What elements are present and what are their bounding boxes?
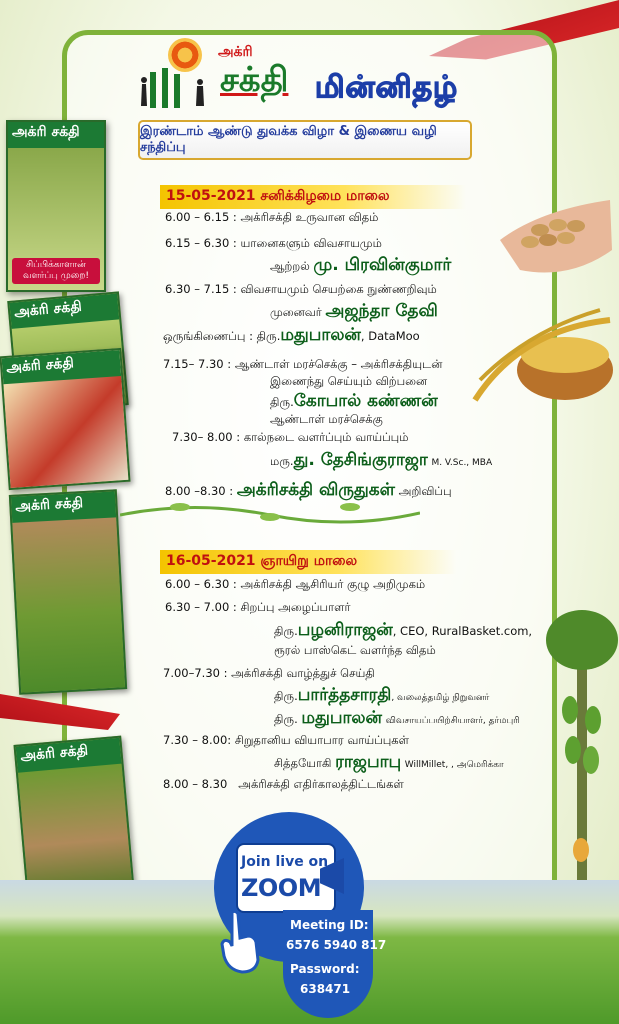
papaya-tree-image	[545, 600, 619, 900]
magazine-brand: அக்ரி சக்தி	[9, 294, 119, 333]
logo-big-text: சக்தி	[220, 60, 289, 100]
schedule-row: 8.00 – 8.30 அக்ரிசக்தி எதிர்காலத்திட்டங்கள்	[163, 777, 404, 791]
farmers-icon	[140, 68, 220, 110]
coordinator-line: ஒருங்கிணைப்பு : திரு.மதுபாலன், DataMoo	[163, 325, 420, 345]
meeting-id-label: Meeting ID:	[290, 918, 369, 932]
zoom-join-text: Join live on	[241, 854, 329, 870]
password-label: Password:	[290, 962, 360, 976]
sun-emblem-icon	[168, 38, 202, 72]
speaker-line: மரு.து. தேசிங்குராஜா M. V.Sc., MBA	[270, 450, 493, 470]
subtitle-band	[138, 120, 472, 160]
page-title: மின்னிதழ்	[315, 70, 459, 105]
speaker-line: சித்தயோகி ராஜபாபு WillMillet, , அமெரிக்கா	[274, 752, 504, 772]
schedule-row: 7.00–7.30 : அக்ரிசக்தி வாழ்த்துச் செய்தி	[163, 666, 375, 680]
schedule-row: 6.00 – 6.15 : அக்ரிசக்தி உருவான விதம்	[165, 210, 379, 224]
speaker-line: ஆற்றல் மு. பிரவின்குமார்	[270, 255, 452, 275]
schedule-row: 7.30– 8.00 : கால்நடை வளர்ப்பும் வாய்ப்பும்	[172, 430, 409, 444]
speaker-affiliation: ரூரல் பாஸ்கெட் வளர்ந்த விதம்	[274, 643, 436, 657]
magazine-brand: அக்ரி சக்தி	[16, 738, 122, 777]
page-subtitle: இரண்டாம் ஆண்டு துவக்க விழா & இணைய வழி சந்திப்பு	[140, 124, 437, 155]
date-band-day2	[160, 550, 456, 574]
schedule-row: 6.00 – 6.30 : அக்ரிசக்தி ஆசிரியர் குழு அறிமுகம்	[165, 577, 426, 591]
date-day2: 16-05-2021 ஞாயிறு மாலை	[166, 553, 358, 569]
speaker-affiliation: ஆண்டாள் மரச்செக்கு	[270, 412, 383, 426]
magazine-cover-1	[6, 120, 106, 292]
magazine-cover-5	[13, 736, 134, 899]
date-day1: 15-05-2021 சனிக்கிழமை மாலை	[166, 188, 390, 204]
peanuts-in-hands-image	[500, 170, 612, 280]
pointing-hand-icon	[218, 910, 260, 974]
magazine-brand: அக்ரி சக்தி	[11, 491, 116, 526]
speaker-line: திரு.கோபால் கண்ணன்	[270, 391, 438, 411]
rice-basket-image	[470, 300, 615, 410]
meeting-id-value: 6576 5940 817	[286, 938, 387, 952]
magazine-brand: அக்ரி சக்தி	[2, 350, 122, 388]
schedule-row: 6.15 – 6.30 : யானைகளும் விவசாயமும்	[165, 236, 382, 250]
magazine-cover-4	[9, 489, 127, 694]
logo-small-text: அக்ரி	[218, 44, 253, 60]
zoom-word: ZOOM	[241, 874, 322, 902]
schedule-row: 7.15– 7.30 : ஆண்டாள் மரச்செக்கு – அக்ரிசக்தியுடன்	[163, 357, 443, 371]
speaker-line: திரு.பார்த்தசாரதி, வலைத்தமிழ் நிறுவனர்	[274, 685, 490, 705]
schedule-row: 8.00 –8.30 : அக்ரிசக்தி விருதுகள் அறிவிப்பு	[165, 480, 452, 500]
magazine-brand: அக்ரி சக்தி	[8, 122, 104, 152]
agri-sakthi-logo	[140, 38, 300, 116]
magazine-cover-3	[0, 348, 131, 490]
speaker-line: முனைவர் அஜந்தா தேவி	[270, 301, 438, 321]
speaker-line: திரு. மதுபாலன் விவசாயப்பயிற்சியாளர், தர்மபுரி	[274, 708, 520, 728]
magazine-headline: சிப்பிக்காளான் வளர்ப்பு முறை!	[12, 258, 100, 284]
schedule-row: 6.30 – 7.15 : விவசாயமும் செயற்கை நுண்ணறிவும்	[165, 282, 437, 296]
speaker-line: திரு.பழனிராஜன், CEO, RuralBasket.com,	[274, 620, 533, 640]
date-band-day1	[160, 185, 466, 209]
schedule-row: 7.30 – 8.00: சிறுதானிய வியாபார வாய்ப்புகள்	[163, 733, 410, 747]
schedule-row-cont: இணைந்து செய்யும் விற்பனை	[270, 374, 428, 388]
schedule-row: 6.30 – 7.00 : சிறப்பு அழைப்பாளர்	[165, 600, 351, 614]
password-value: 638471	[300, 982, 351, 996]
